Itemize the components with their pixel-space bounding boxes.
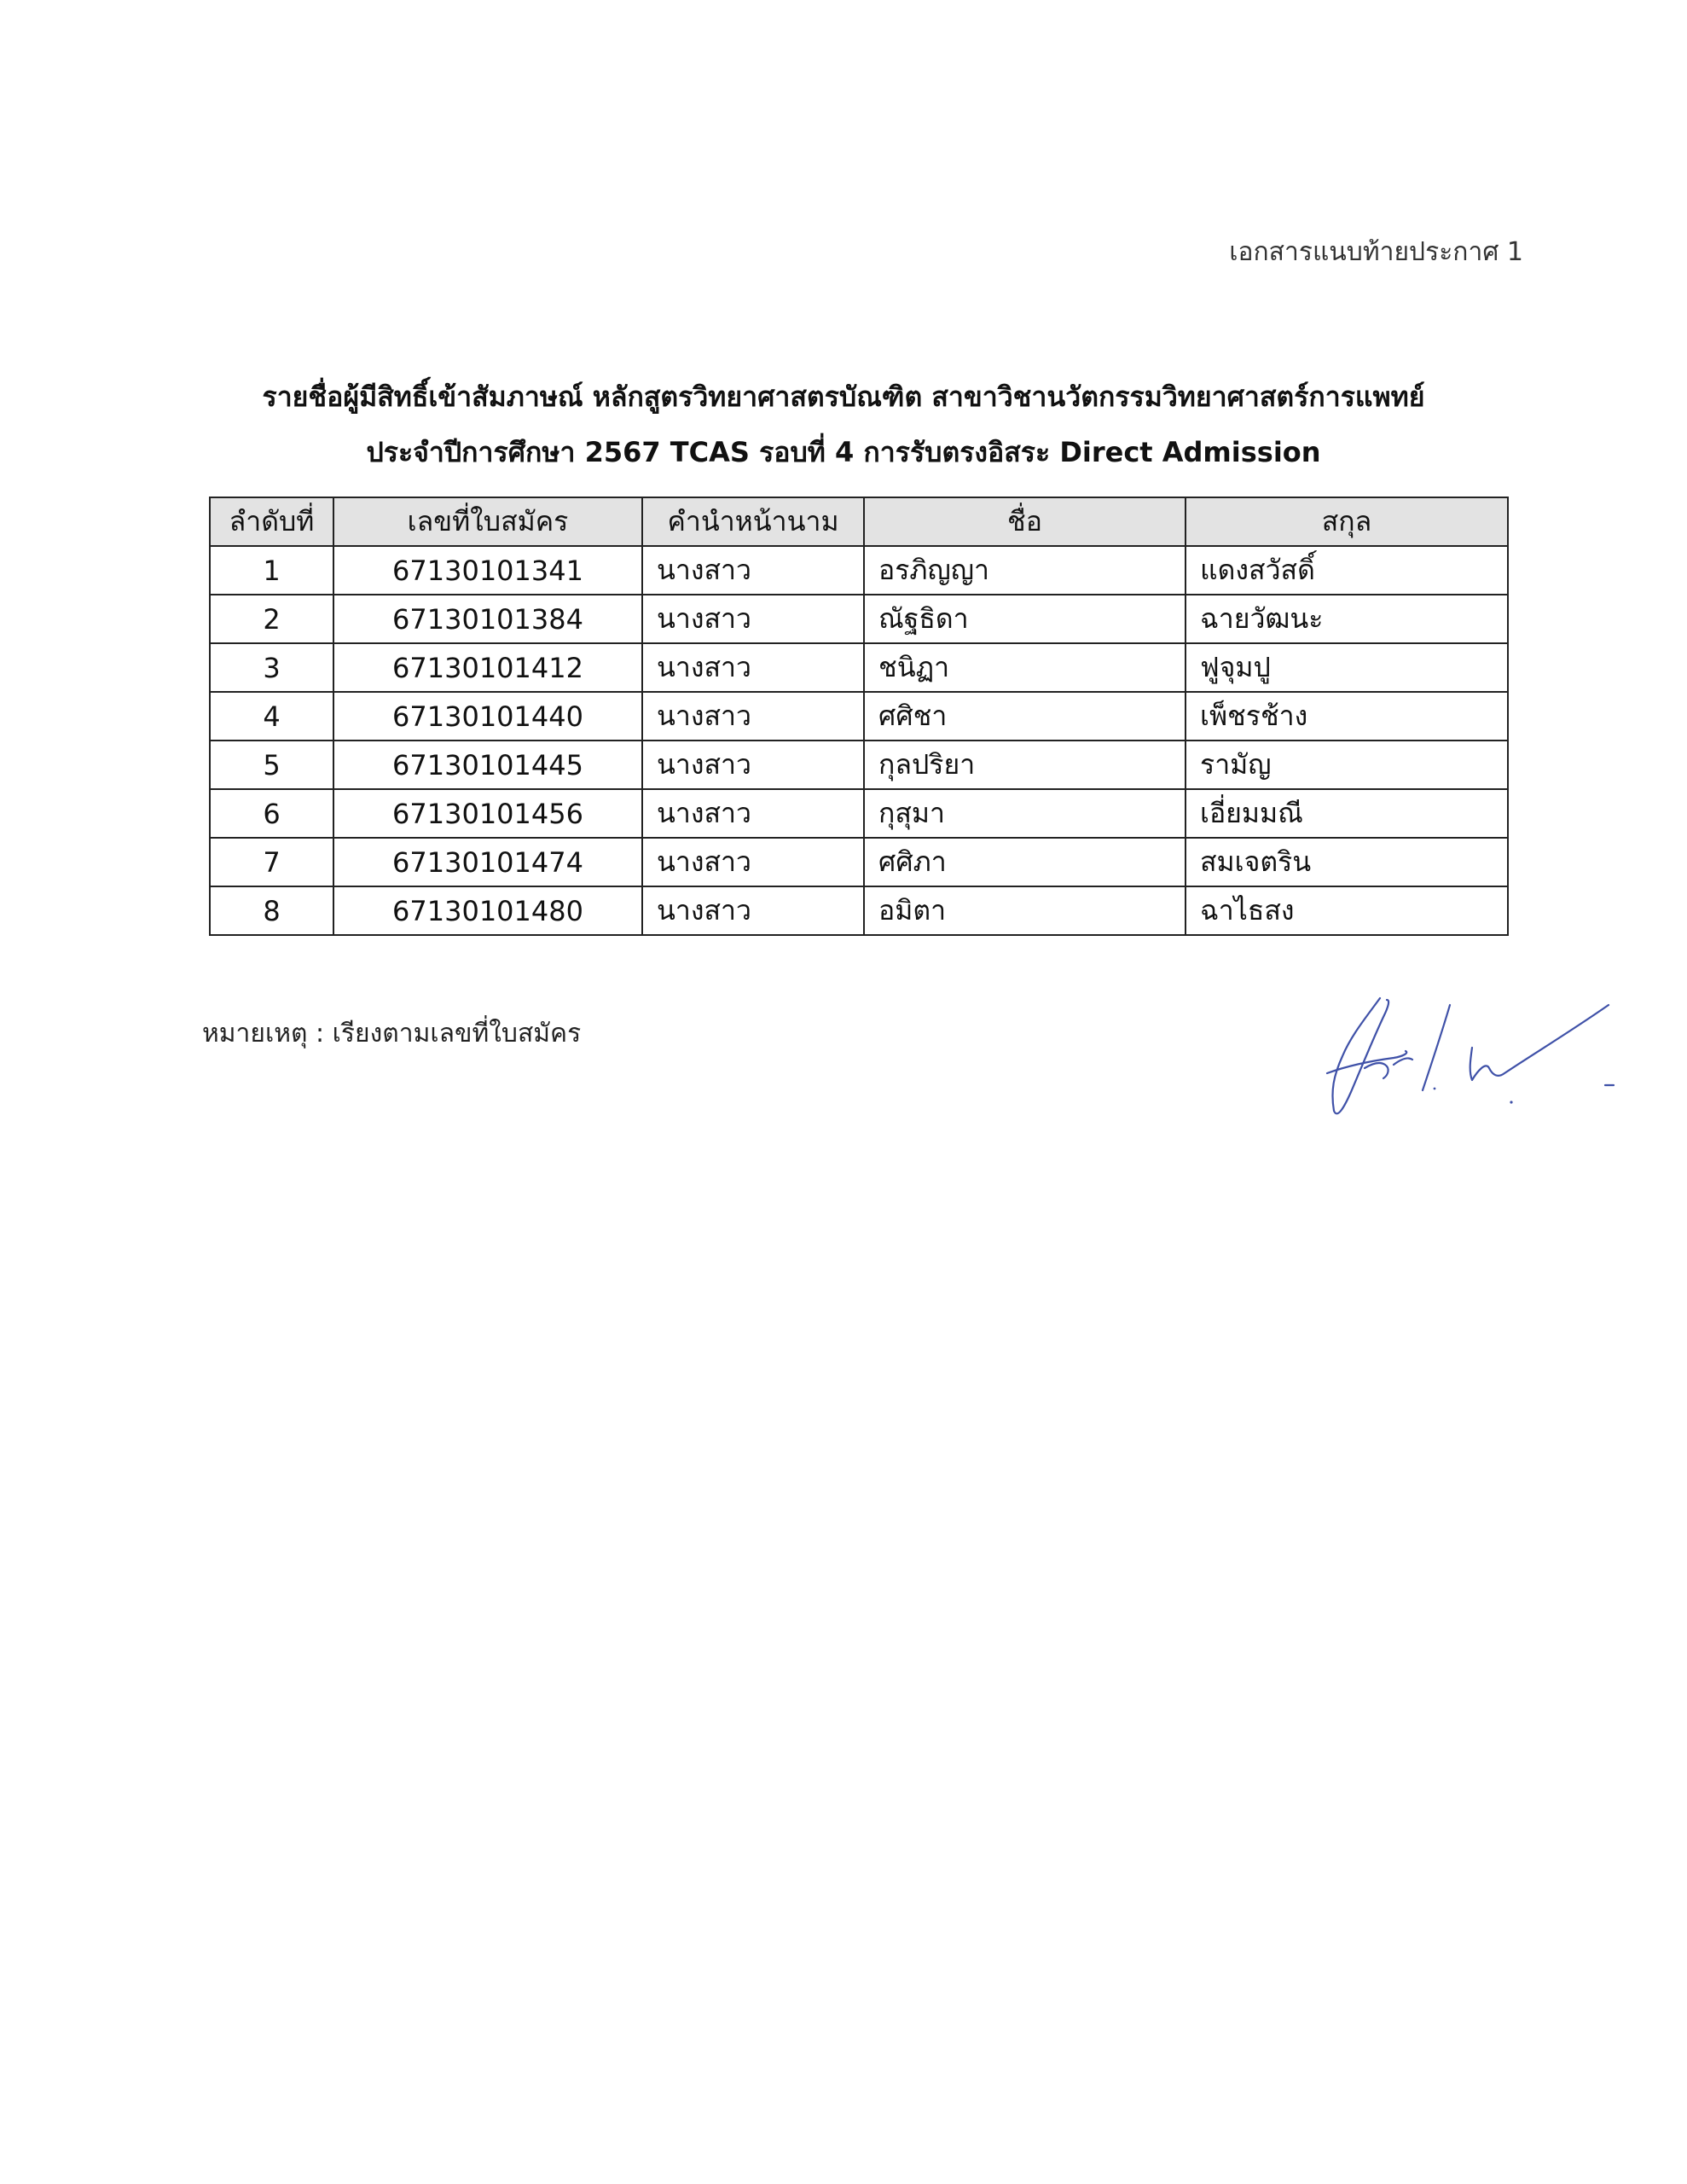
- header-order-no: ลำดับที่: [210, 497, 333, 546]
- cell-first-name: กุสุมา: [864, 789, 1186, 838]
- header-application-no: เลขที่ใบสมัคร: [333, 497, 642, 546]
- document-title-line-2: ประจำปีการศึกษา 2567 TCAS รอบที่ 4 การรับตรงอิสระ Direct Admission: [366, 436, 1321, 468]
- cell-last-name: ฉายวัฒนะ: [1186, 595, 1508, 643]
- cell-prefix: นางสาว: [642, 838, 864, 886]
- cell-first-name: ศศิชา: [864, 692, 1186, 741]
- cell-first-name: กุลปริยา: [864, 741, 1186, 789]
- cell-first-name: ศศิภา: [864, 838, 1186, 886]
- table-row: [210, 741, 1508, 789]
- header-first-name: ชื่อ: [864, 497, 1186, 546]
- cell-first-name: อมิตา: [864, 886, 1186, 935]
- cell-application-no: 67130101412: [333, 643, 642, 692]
- cell-prefix: นางสาว: [642, 886, 864, 935]
- header-last-name: สกุล: [1186, 497, 1508, 546]
- cell-last-name: เอี่ยมมณี: [1186, 789, 1508, 838]
- cell-prefix: นางสาว: [642, 546, 864, 595]
- cell-order-no: 1: [210, 546, 333, 595]
- cell-application-no: 67130101384: [333, 595, 642, 643]
- cell-prefix: นางสาว: [642, 789, 864, 838]
- cell-prefix: นางสาว: [642, 643, 864, 692]
- cell-order-no: 8: [210, 886, 333, 935]
- cell-application-no: 67130101341: [333, 546, 642, 595]
- cell-last-name: สมเจตริน: [1186, 838, 1508, 886]
- cell-last-name: เพ็ชรช้าง: [1186, 692, 1508, 741]
- cell-application-no: 67130101456: [333, 789, 642, 838]
- attachment-label: เอกสารแนบท้ายประกาศ 1: [1229, 237, 1523, 267]
- cell-first-name: อรภิญญา: [864, 546, 1186, 595]
- document-title-line-1: รายชื่อผู้มีสิทธิ์เข้าสัมภาษณ์ หลักสูตรวิทยาศาสตรบัณฑิต สาขาวิชานวัตกรรมวิทยาศาสตร์การแพทย์: [262, 380, 1425, 413]
- cell-first-name: ณัฐธิดา: [864, 595, 1186, 643]
- cell-prefix: นางสาว: [642, 692, 864, 741]
- table-row: [210, 595, 1508, 643]
- table-row: [210, 692, 1508, 741]
- cell-last-name: ฉาไธสง: [1186, 886, 1508, 935]
- cell-prefix: นางสาว: [642, 595, 864, 643]
- cell-last-name: รามัญ: [1186, 741, 1508, 789]
- handwritten-signature-icon: [1322, 983, 1629, 1128]
- table-row: [210, 643, 1508, 692]
- cell-last-name: แดงสวัสดิ์: [1186, 546, 1508, 595]
- cell-application-no: 67130101480: [333, 886, 642, 935]
- table-header: [210, 497, 1508, 546]
- cell-application-no: 67130101474: [333, 838, 642, 886]
- table-header-row: [210, 497, 1508, 546]
- cell-prefix: นางสาว: [642, 741, 864, 789]
- header-prefix: คำนำหน้านาม: [642, 497, 864, 546]
- cell-order-no: 6: [210, 789, 333, 838]
- cell-order-no: 4: [210, 692, 333, 741]
- cell-application-no: 67130101445: [333, 741, 642, 789]
- table-body: [210, 546, 1508, 935]
- cell-first-name: ชนิฏา: [864, 643, 1186, 692]
- table-row: [210, 886, 1508, 935]
- candidate-table: [209, 497, 1509, 936]
- cell-last-name: ฟูจุมปู: [1186, 643, 1508, 692]
- table-row: [210, 546, 1508, 595]
- table-row: [210, 838, 1508, 886]
- cell-order-no: 3: [210, 643, 333, 692]
- remark-note: หมายเหตุ : เรียงตามเลขที่ใบสมัคร: [202, 1019, 582, 1048]
- cell-order-no: 2: [210, 595, 333, 643]
- table-row: [210, 789, 1508, 838]
- cell-application-no: 67130101440: [333, 692, 642, 741]
- cell-order-no: 7: [210, 838, 333, 886]
- cell-order-no: 5: [210, 741, 333, 789]
